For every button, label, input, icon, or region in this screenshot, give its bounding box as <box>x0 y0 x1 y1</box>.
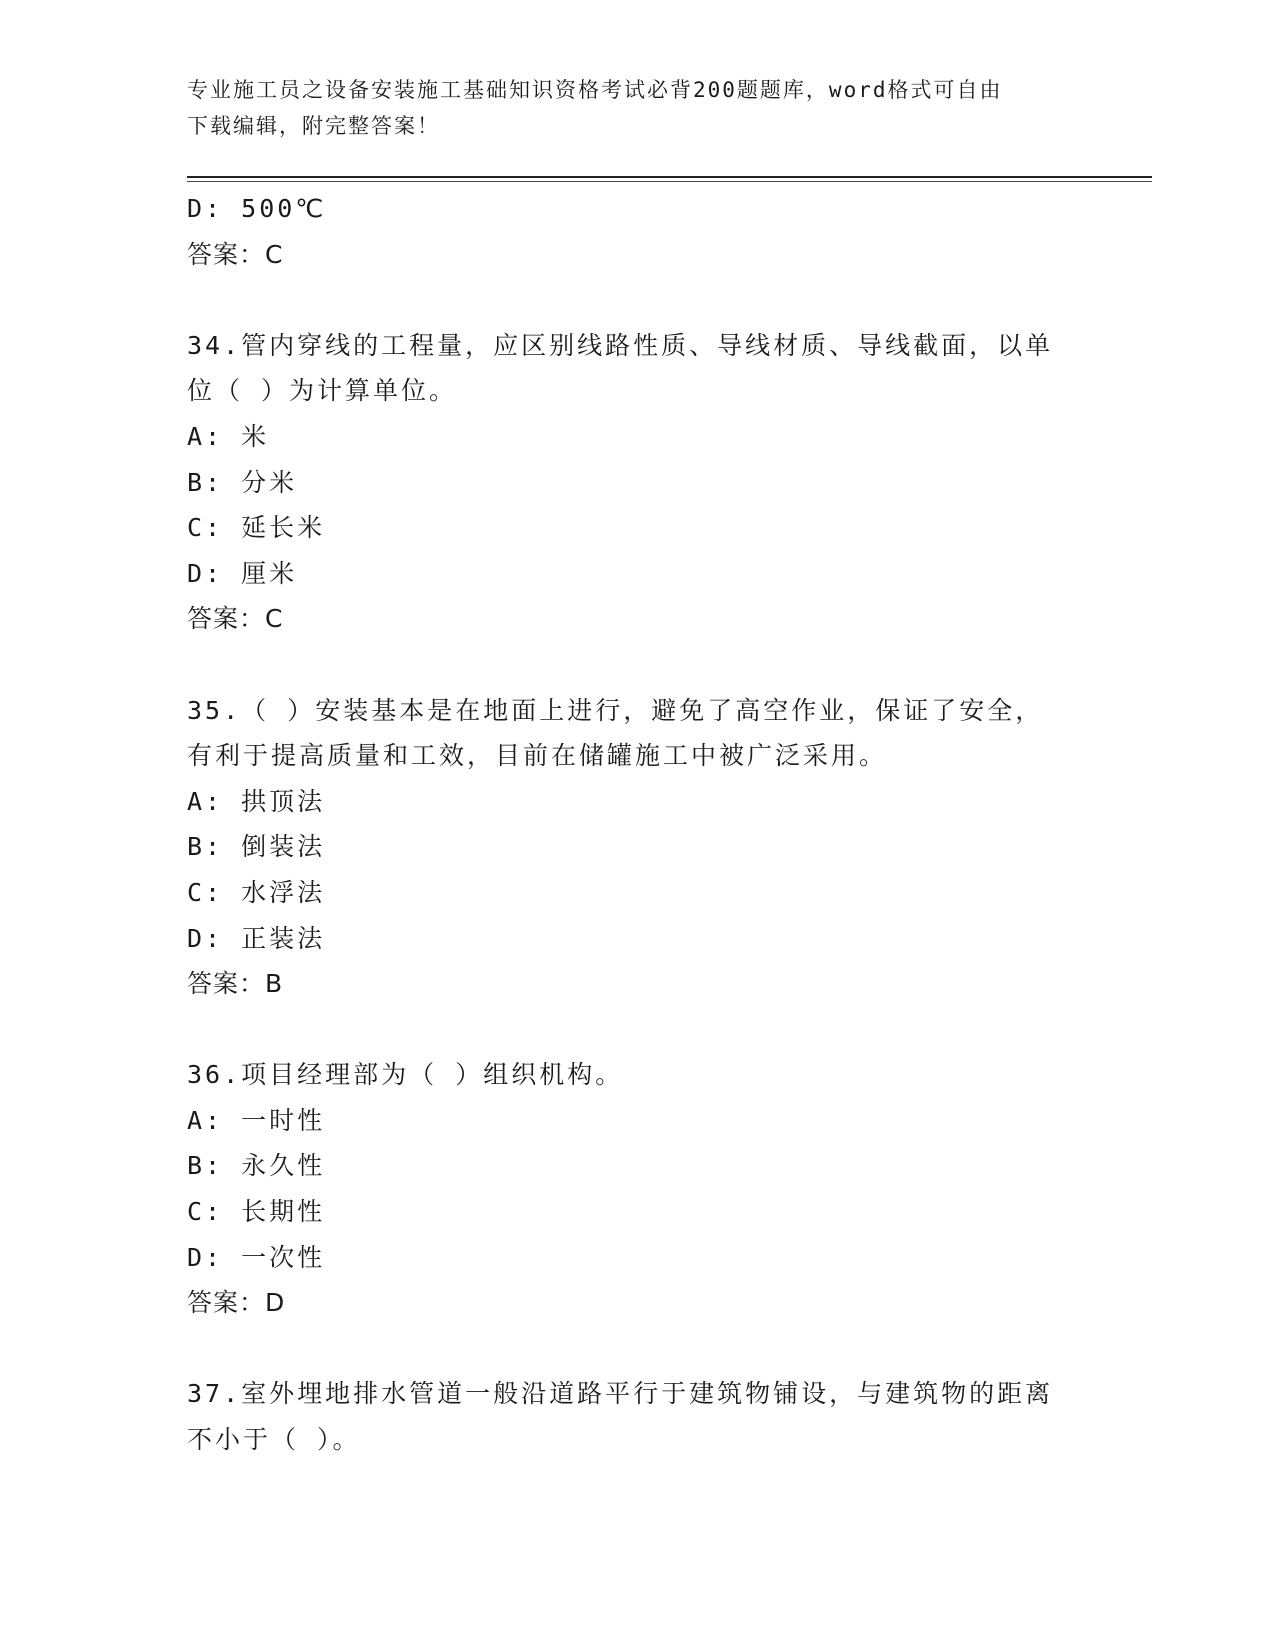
question-37 <box>187 1371 1087 1462</box>
header-line-2: 下载编辑，附完整答案！ <box>187 114 440 138</box>
question-stem: 34.管内穿线的工程量，应区别线路性质、导线材质、导线截面，以单 <box>187 330 1054 360</box>
option-b: B: 永久性 <box>187 1151 326 1181</box>
option-d: D: 厘米 <box>187 558 298 588</box>
document-header <box>187 72 1067 144</box>
question-stem: 35.（ ）安装基本是在地面上进行，避免了高空作业，保证了安全， <box>187 695 1044 725</box>
question-stem: 36.项目经理部为（ ）组织机构。 <box>187 1060 624 1090</box>
option-c: C: 长期性 <box>187 1197 326 1227</box>
header-divider-thick <box>187 176 1152 178</box>
header-line-1: 专业施工员之设备安装施工基础知识资格考试必背200题题库，word格式可自由 <box>187 78 1003 102</box>
option-b: B: 分米 <box>187 467 298 497</box>
question-list <box>187 186 1087 1463</box>
option-a: A: 拱顶法 <box>187 786 326 816</box>
answer-line: 答案：D <box>187 1288 286 1318</box>
question-34 <box>187 323 1087 642</box>
question-stem-cont: 位（ ）为计算单位。 <box>187 376 458 406</box>
answer-line: 答案：C <box>187 239 284 269</box>
option-d: D: 500℃ <box>187 194 327 223</box>
answer-line: 答案：C <box>187 604 284 634</box>
option-b: B: 倒装法 <box>187 832 326 862</box>
option-a: A: 一时性 <box>187 1105 326 1135</box>
question-stem-cont: 有利于提高质量和工效，目前在储罐施工中被广泛采用。 <box>187 741 888 771</box>
question-36 <box>187 1052 1087 1326</box>
option-d: D: 正装法 <box>187 923 326 953</box>
question-35 <box>187 688 1087 1007</box>
option-a: A: 米 <box>187 421 270 451</box>
question-stem: 37.室外埋地排水管道一般沿道路平行于建筑物铺设，与建筑物的距离 <box>187 1379 1054 1409</box>
option-c: C: 水浮法 <box>187 877 326 907</box>
option-c: C: 延长米 <box>187 513 326 543</box>
option-d: D: 一次性 <box>187 1242 326 1272</box>
header-divider-thin <box>187 181 1152 182</box>
question-stem-cont: 不小于（ ）。 <box>187 1425 361 1455</box>
answer-line: 答案：B <box>187 969 284 999</box>
